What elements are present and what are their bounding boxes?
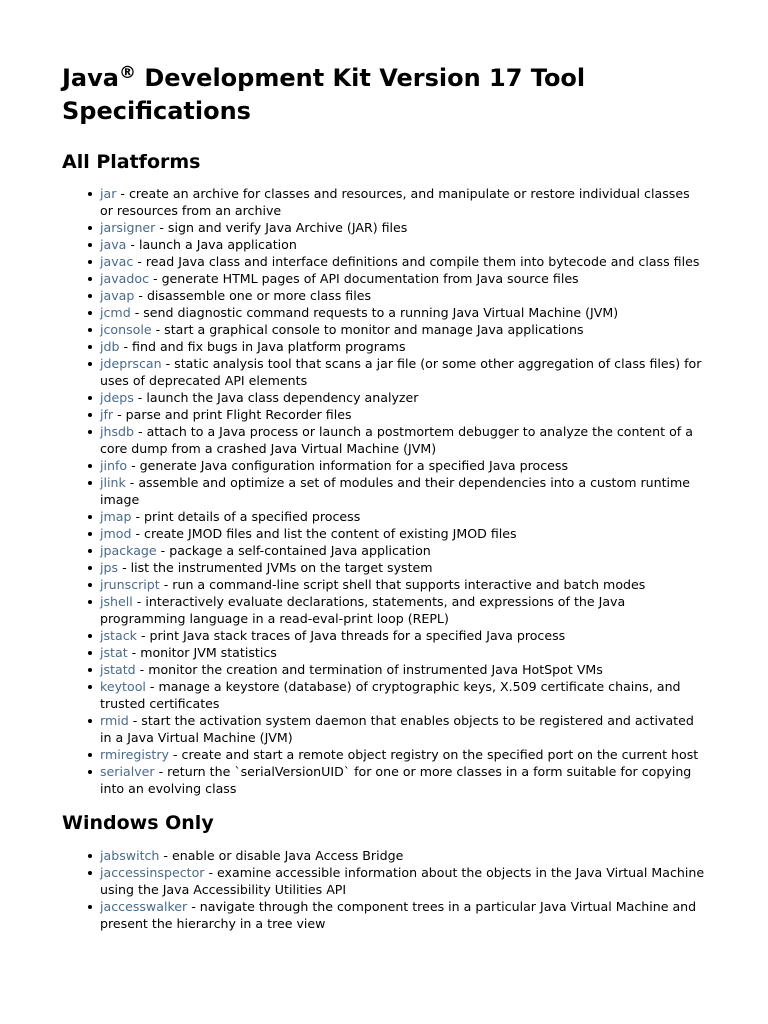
list-item bbox=[100, 321, 706, 338]
tool-description: - start a graphical console to monitor and manage Java applications bbox=[151, 322, 584, 337]
list-item bbox=[100, 338, 706, 355]
title-text-rest: Development Kit Version 17 Tool Specifications bbox=[62, 64, 586, 125]
tool-description: - generate Java configuration information for a specified Java process bbox=[127, 458, 569, 473]
tool-description: - monitor JVM statistics bbox=[127, 645, 277, 660]
tool-description: - create and start a remote object registry on the specified port on the current host bbox=[169, 747, 699, 762]
list-item bbox=[100, 355, 706, 389]
tool-link-jhsdb[interactable]: jhsdb bbox=[100, 424, 135, 439]
tool-description: - parse and print Flight Recorder files bbox=[113, 407, 352, 422]
tool-description: - generate HTML pages of API documentation from Java source files bbox=[149, 271, 579, 286]
list-item bbox=[100, 864, 706, 898]
tool-description: - monitor the creation and termination of instrumented Java HotSpot VMs bbox=[135, 662, 603, 677]
tool-link-jshell[interactable]: jshell bbox=[100, 594, 133, 609]
tool-description: - print Java stack traces of Java threads for a specified Java process bbox=[136, 628, 566, 643]
section-heading-all-platforms: All Platforms bbox=[62, 151, 201, 173]
tool-link-javadoc[interactable]: javadoc bbox=[100, 271, 150, 286]
tool-description: - attach to a Java process or launch a postmortem debugger to analyze the content of a core dump from a crashed Java Virtual Machine (JVM) bbox=[100, 424, 693, 456]
tool-description: - navigate through the component trees in a particular Java Virtual Machine and present the hierarchy in a tree view bbox=[100, 899, 697, 931]
list-item bbox=[100, 678, 706, 712]
title-text: Java bbox=[62, 64, 119, 92]
tool-description: - disassemble one or more class files bbox=[134, 288, 372, 303]
section-heading-windows-only: Windows Only bbox=[62, 812, 214, 834]
tool-description: - read Java class and interface definitions and compile them into bytecode and class files bbox=[133, 254, 700, 269]
list-item bbox=[100, 457, 706, 474]
list-item bbox=[100, 661, 706, 678]
tool-link-jdeprscan[interactable]: jdeprscan bbox=[100, 356, 162, 371]
tool-description: - interactively evaluate declarations, statements, and expressions of the Java programming language in a read-eval-print loop (REPL) bbox=[100, 594, 626, 626]
tool-description: - return the `serialVersionUID` for one or more classes in a form suitable for copying into an evolving class bbox=[100, 764, 692, 796]
tool-link-jaccesswalker[interactable]: jaccesswalker bbox=[100, 899, 188, 914]
tool-link-jdb[interactable]: jdb bbox=[100, 339, 120, 354]
tool-list-all-platforms bbox=[62, 185, 728, 797]
list-item bbox=[100, 542, 706, 559]
tool-link-jabswitch[interactable]: jabswitch bbox=[100, 848, 160, 863]
list-item bbox=[100, 389, 706, 406]
tool-link-serialver[interactable]: serialver bbox=[100, 764, 155, 779]
list-item bbox=[100, 185, 706, 219]
list-item bbox=[100, 746, 706, 763]
list-item bbox=[100, 423, 706, 457]
tool-link-keytool[interactable]: keytool bbox=[100, 679, 146, 694]
tool-link-jinfo[interactable]: jinfo bbox=[100, 458, 128, 473]
tool-description: - launch the Java class dependency analyzer bbox=[133, 390, 419, 405]
tool-link-rmid[interactable]: rmid bbox=[100, 713, 129, 728]
tool-link-jfr[interactable]: jfr bbox=[100, 407, 114, 422]
tool-link-jstatd[interactable]: jstatd bbox=[100, 662, 136, 677]
tool-link-jdeps[interactable]: jdeps bbox=[100, 390, 134, 405]
list-item bbox=[100, 270, 706, 287]
list-item bbox=[100, 406, 706, 423]
tool-description: - run a command-line script shell that supports interactive and batch modes bbox=[159, 577, 646, 592]
list-item bbox=[100, 253, 706, 270]
tool-link-jmap[interactable]: jmap bbox=[100, 509, 132, 524]
tool-link-jcmd[interactable]: jcmd bbox=[100, 305, 131, 320]
tool-link-jstack[interactable]: jstack bbox=[100, 628, 137, 643]
tool-link-jstat[interactable]: jstat bbox=[100, 645, 128, 660]
list-item bbox=[100, 474, 706, 508]
tool-link-jarsigner[interactable]: jarsigner bbox=[100, 220, 156, 235]
tool-link-jpackage[interactable]: jpackage bbox=[100, 543, 157, 558]
list-item bbox=[100, 763, 706, 797]
tool-list-windows-only bbox=[62, 847, 728, 932]
tool-link-jar[interactable]: jar bbox=[100, 186, 117, 201]
tool-description: - sign and verify Java Archive (JAR) files bbox=[155, 220, 408, 235]
tool-description: - send diagnostic command requests to a running Java Virtual Machine (JVM) bbox=[130, 305, 619, 320]
page-title bbox=[62, 62, 728, 128]
tool-description: - list the instrumented JVMs on the target system bbox=[118, 560, 433, 575]
list-item bbox=[100, 712, 706, 746]
list-item bbox=[100, 593, 706, 627]
tool-link-jlink[interactable]: jlink bbox=[100, 475, 126, 490]
tool-link-jconsole[interactable]: jconsole bbox=[100, 322, 152, 337]
list-item bbox=[100, 304, 706, 321]
list-item bbox=[100, 508, 706, 525]
list-item bbox=[100, 219, 706, 236]
tool-link-javap[interactable]: javap bbox=[100, 288, 135, 303]
tool-description: - manage a keystore (database) of cryptographic keys, X.509 certificate chains, and trusted certificates bbox=[100, 679, 681, 711]
registered-mark: ® bbox=[118, 63, 136, 83]
list-item bbox=[100, 847, 706, 864]
tool-description: - find and fix bugs in Java platform programs bbox=[119, 339, 406, 354]
tool-link-rmiregistry[interactable]: rmiregistry bbox=[100, 747, 169, 762]
tool-description: - package a self-contained Java application bbox=[156, 543, 431, 558]
tool-link-jaccessinspector[interactable]: jaccessinspector bbox=[100, 865, 205, 880]
tool-description: - enable or disable Java Access Bridge bbox=[159, 848, 404, 863]
tool-description: - create JMOD files and list the content of existing JMOD files bbox=[131, 526, 517, 541]
tool-link-jrunscript[interactable]: jrunscript bbox=[100, 577, 160, 592]
tool-link-java[interactable]: java bbox=[100, 237, 127, 252]
list-item bbox=[100, 287, 706, 304]
tool-description: - examine accessible information about the objects in the Java Virtual Machine using the Java Accessibility Utilities API bbox=[100, 865, 705, 897]
tool-description: - create an archive for classes and resources, and manipulate or restore individual classes or resources from an archive bbox=[100, 186, 690, 218]
list-item bbox=[100, 644, 706, 661]
tool-link-javac[interactable]: javac bbox=[100, 254, 134, 269]
tool-link-jps[interactable]: jps bbox=[100, 560, 119, 575]
tool-description: - start the activation system daemon that enables objects to be registered and activated in a Java Virtual Machine (JVM) bbox=[100, 713, 694, 745]
list-item bbox=[100, 627, 706, 644]
list-item bbox=[100, 525, 706, 542]
list-item bbox=[100, 236, 706, 253]
tool-description: - launch a Java application bbox=[126, 237, 297, 252]
list-item bbox=[100, 576, 706, 593]
tool-link-jmod[interactable]: jmod bbox=[100, 526, 132, 541]
list-item bbox=[100, 898, 706, 932]
tool-description: - static analysis tool that scans a jar file (or some other aggregation of class files) for uses of deprecated API elements bbox=[100, 356, 702, 388]
tool-description: - print details of a specified process bbox=[131, 509, 361, 524]
list-item bbox=[100, 559, 706, 576]
tool-description: - assemble and optimize a set of modules and their dependencies into a custom runtime image bbox=[100, 475, 691, 507]
